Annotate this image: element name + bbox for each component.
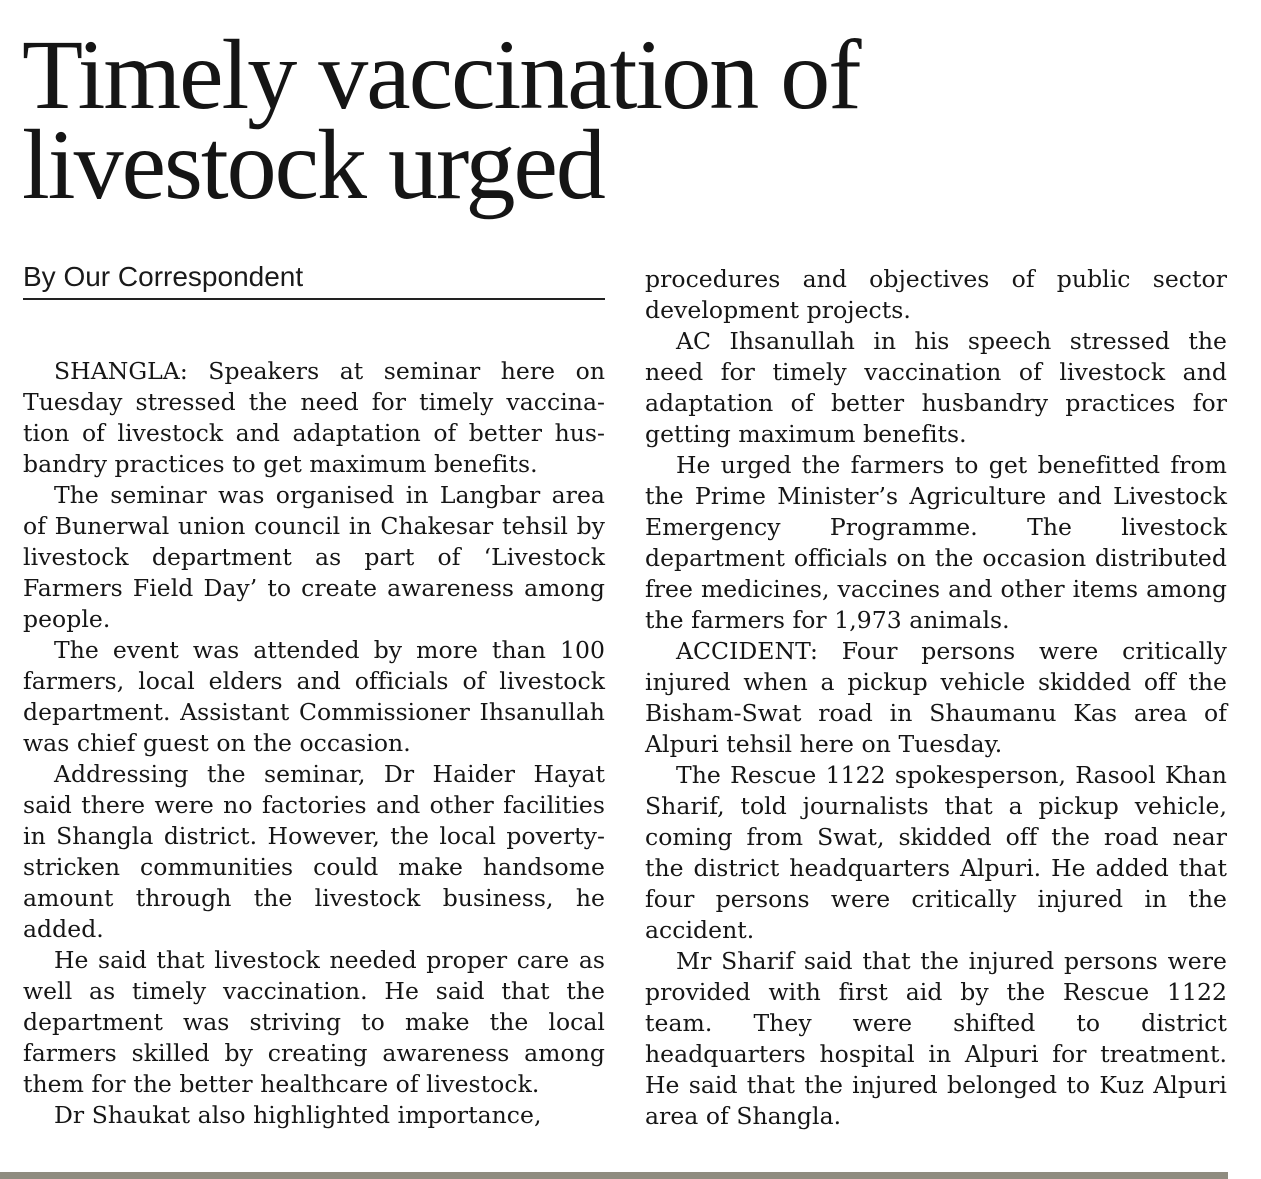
paragraph: He said that livestock needed proper care as well as timely vaccination. He said that the department was striving to make the local farmers skilled by creating awareness among them for the better healthcare of livestock.	[23, 946, 605, 1098]
paragraph-continuation: procedures and objectives of public sector development projects.	[645, 265, 1227, 324]
paragraph: The event was attended by more than 100 farmers, local elders and officials of livestock department. Assistant Commissioner Ihsanullah was chief guest on the occasion.	[23, 636, 605, 757]
headline-line-1: Timely vaccination of	[22, 19, 860, 130]
left-column	[23, 356, 605, 1131]
paragraph: Mr Sharif said that the injured persons were provided with first aid by the Rescue 1122 team. They were shifted to district headquarters hospital in Alpuri for treatment. He said that the injured belonged to Kuz Alpuri area of Shangla.	[645, 947, 1227, 1130]
headline-line-2: livestock urged	[22, 109, 604, 220]
paragraph: Addressing the seminar, Dr Haider Hayat said there were no factories and other facilities in Shangla district. However, the local poverty-stricken communities could make handsome amount through the livestock business, he added.	[23, 760, 605, 943]
paragraph: ACCIDENT: Four persons were critically injured when a pickup vehicle skidded off the Bisham-Swat road in Shaumanu Kas area of Alpuri tehsil here on Tuesday.	[645, 637, 1227, 758]
paragraph: The Rescue 1122 spokesperson, Rasool Khan Sharif, told journalists that a pickup vehicle, coming from Swat, skidded off the road near the district headquarters Alpuri. He added that four persons were critically injured in the accident.	[645, 761, 1227, 944]
paragraph: The seminar was organised in Langbar area of Bunerwal union council in Chakesar tehsil by livestock department as part of ‘Livestock Farmers Field Day’ to create awareness among people.	[23, 481, 605, 633]
right-column	[645, 264, 1227, 1132]
footer-divider	[0, 1172, 1228, 1179]
paragraph: SHANGLA: Speakers at seminar here on Tuesday stressed the need for timely vaccination of livestock and adaptation of better husbandry practices to get maximum benefits.	[23, 357, 605, 478]
headline	[22, 19, 1222, 220]
byline: By Our Correspondent	[23, 258, 605, 300]
paragraph: AC Ihsanullah in his speech stressed the need for timely vaccination of livestock and adaptation of better husbandry practices for getting maximum benefits.	[645, 327, 1227, 448]
paragraph: He urged the farmers to get benefitted from the Prime Minister’s Agriculture and Livestock Emergency Programme. The livestock department officials on the occasion distributed free medicines, vaccines and other items among the farmers for 1,973 animals.	[645, 451, 1227, 634]
paragraph: Dr Shaukat also highlighted importance,	[54, 1101, 542, 1129]
